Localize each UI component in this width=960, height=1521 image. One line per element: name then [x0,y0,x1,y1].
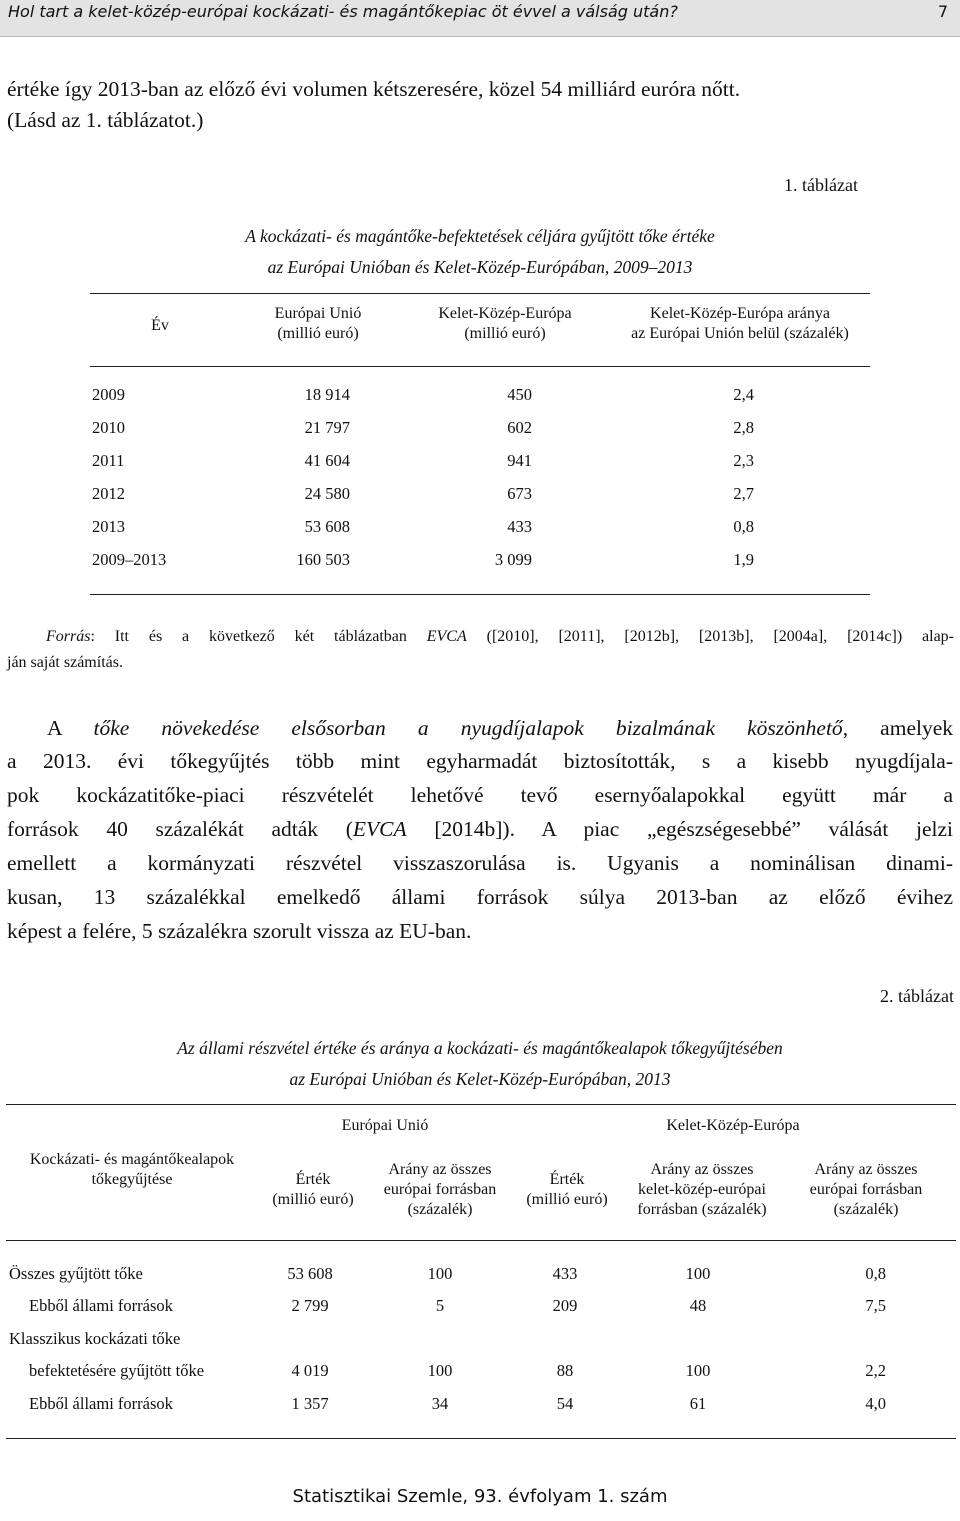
table2-cell-eu-share: 100 [427,1361,453,1380]
table2-cell-cee-value: 209 [552,1296,578,1315]
table1-cell-eu: 18 914 [304,385,350,404]
table1-cell-share: 0,8 [733,517,754,536]
table1-cell-eu: 21 797 [304,418,350,437]
table2-header-cee-eu-share: Arány az összes európai forrásban (százalék) [809,1161,923,1218]
intro-line-2: (Lásd az 1. táblázatot.) [7,108,204,132]
table2-cell-label: Ebből állami források [29,1394,173,1413]
table2-cell-eu-value: 4 019 [291,1361,329,1380]
page-footer: Statisztikai Szemle, 93. évfolyam 1. szám [292,1486,668,1507]
table2-top-rule [6,1104,956,1105]
table2-cell-eu-value: 53 608 [287,1264,333,1283]
table1-header-year: Év [151,317,169,334]
table1-caption-line2: az Európai Unióban és Kelet-Közép-Európában, 2009–2013 [267,257,693,277]
table2-cell-eu-share: 5 [435,1296,445,1315]
table1-tag: 1. táblázat [784,175,858,195]
table2-cell-cee-share: 48 [689,1296,707,1315]
table1-header-cee: Kelet-Közép-Európa (millió euró) [438,305,572,342]
table2-cell-cee-eu-share: 4,0 [865,1394,886,1413]
page-number: 7 [937,2,948,21]
table2-cell-cee-value: 433 [552,1264,578,1283]
table1-cell-cee: 602 [507,418,532,437]
table1-cell-eu: 160 503 [296,550,350,569]
table2-cell-cee-eu-share: 0,8 [865,1264,886,1283]
table1-cell-cee: 3 099 [494,550,532,569]
running-header [0,0,960,37]
table2-header-eu-value: Érték (millió euró) [272,1171,354,1208]
table2-cell-eu-value: 1 357 [291,1394,329,1413]
table2-tag: 2. táblázat [880,986,954,1006]
table2-cell-label: Klasszikus kockázati tőke [9,1329,181,1348]
table1-cell-year: 2013 [92,517,125,536]
table2-header-label: Kockázati- és magántőkealapok tőkegyűjtése [29,1151,235,1188]
table1-cell-year: 2009 [92,385,125,404]
paragraph-line-6: kusan, 13 százalékkal emelkedő állami források súlya 2013-ban az előző évihez [7,885,953,909]
table1-cell-share: 2,7 [733,484,754,503]
table1-cell-year: 2012 [92,484,125,503]
table1-cell-share: 1,9 [733,550,754,569]
table1-cell-year: 2009–2013 [92,550,167,569]
table1-header-eu: Európai Unió (millió euró) [274,305,362,342]
table1-cell-share: 2,4 [733,385,754,404]
table2-group-cee: Kelet-Közép-Európa [666,1117,800,1134]
paragraph-line-7: képest a felére, 5 százalékra szorult vissza az EU-ban. [7,919,472,943]
table2-header-cee-share: Arány az összes kelet-közép-európai forrásban (százalék) [637,1161,767,1218]
table2-cell-cee-value: 88 [556,1361,574,1380]
table2-cell-cee-share: 61 [689,1394,707,1413]
table1-cell-share: 2,8 [733,418,754,437]
table2-header-eu-share: Arány az összes európai forrásban (százalék) [383,1161,497,1218]
table1-cell-cee: 433 [507,517,532,536]
table2-cell-eu-value: 2 799 [291,1296,329,1315]
table2-cell-cee-eu-share: 2,2 [865,1361,886,1380]
table2-cell-cee-eu-share: 7,5 [865,1296,886,1315]
table2-cell-cee-share: 100 [685,1361,711,1380]
table2-cell-eu-share: 100 [427,1264,453,1283]
table1-cell-cee: 673 [507,484,532,503]
table1-header-share: Kelet-Közép-Európa aránya az Európai Unión belül (százalék) [631,305,849,342]
table1-source-line1: Forrás: Itt és a következő két táblázatban EVCA ([2010], [2011], [2012b], [2013b], [2004a], [2014c]) alap- [46,628,954,645]
table2-header-cee-value: Érték (millió euró) [526,1171,608,1208]
table2-cell-label-cont: befektetésére gyűjtött tőke [29,1361,205,1380]
table1-bottom-rule [90,594,870,595]
table2-group-eu: Európai Unió [341,1117,429,1134]
table1-caption-line1: A kockázati- és magántőke-befektetések céljára gyűjtött tőke értéke [245,226,715,246]
paragraph-line-3: pok kockázatitőke-piaci részvételét lehetővé tevő esernyőalapokkal együtt már a [7,783,953,807]
paragraph-line-5: emellett a kormányzati részvétel visszaszorulása is. Ugyanis a nominálisan dinami- [7,851,953,875]
table1-cell-share: 2,3 [733,451,754,470]
table2-cell-label: Ebből állami források [29,1296,173,1315]
table1-cell-eu: 41 604 [304,451,350,470]
table1-cell-year: 2011 [92,451,125,470]
table2-header-rule [6,1240,956,1241]
table2-caption-line1: Az állami részvétel értéke és aránya a kockázati- és magántőkealapok tőkegyűjtésében [177,1038,783,1058]
table2-caption-line2: az Európai Unióban és Kelet-Közép-Európában, 2013 [289,1069,671,1089]
running-header-title: Hol tart a kelet-közép-európai kockázati- és magántőkepiac öt évvel a válság után? [8,2,678,21]
table1-cell-eu: 53 608 [304,517,350,536]
table1-source-line2: ján saját számítás. [7,654,123,671]
table2-cell-cee-share: 100 [685,1264,711,1283]
table1-cell-year: 2010 [92,418,125,437]
table2-cell-eu-share: 34 [431,1394,449,1413]
paragraph-line-4: források 40 százalékát adták (EVCA [2014b]). A piac „egészségesebbé” válását jelzi [7,817,953,841]
table2-cell-label: Összes gyűjtött tőke [9,1264,143,1283]
table1-cell-cee: 941 [507,451,532,470]
table1-cell-eu: 24 580 [304,484,350,503]
intro-line-1: értéke így 2013-ban az előző évi volumen kétszeresére, közel 54 milliárd euróra nőtt. [7,77,741,101]
table2-bottom-rule [6,1438,956,1439]
table2-cell-cee-value: 54 [556,1394,574,1413]
paragraph-line-2: a 2013. évi tőkegyűjtés több mint egyharmadát biztosították, s a kisebb nyugdíjala- [7,749,953,773]
table1-cell-cee: 450 [507,385,532,404]
table1-header-rule [90,366,870,367]
table1-top-rule [90,293,870,294]
paragraph-line-1: A tőke növekedése elsősorban a nyugdíjalapok bizalmának köszönhető, amelyek [47,716,954,740]
